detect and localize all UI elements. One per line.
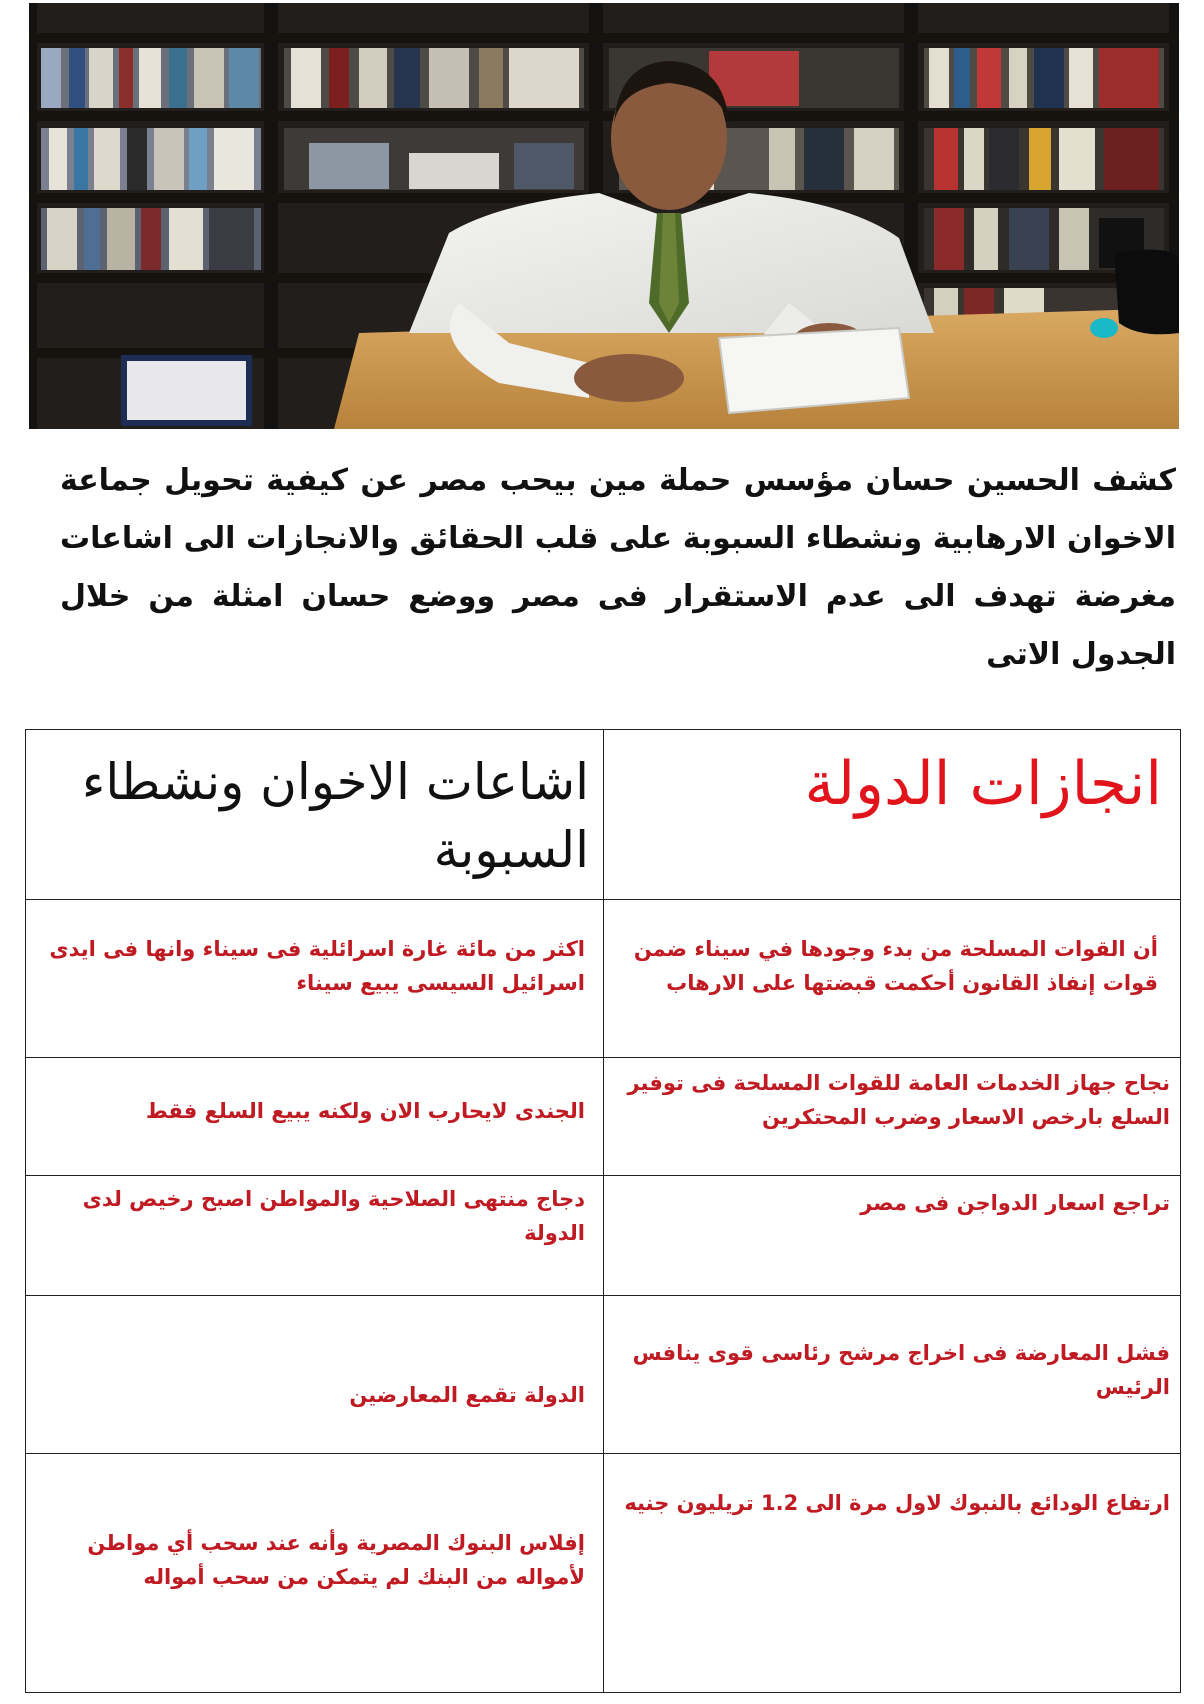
rumor-cell: اكثر من مائة غارة اسرائلية فى سيناء وانها فى ايدى اسرائيل السيسى يبيع سيناء xyxy=(26,900,604,1058)
rumor-cell: إفلاس البنوك المصرية وأنه عند سحب أي مواطن لأمواله من البنك لم يتمكن من سحب أمواله xyxy=(26,1454,604,1693)
achievement-cell: ارتفاع الودائع بالنبوك لاول مرة الى 1.2 تريليون جنيه xyxy=(604,1454,1181,1693)
rumor-cell: دجاج منتهى الصلاحية والمواطن اصبح رخيص لدى الدولة xyxy=(26,1176,604,1296)
table-row xyxy=(26,1296,1181,1454)
achievement-cell: أن القوات المسلحة من بدء وجودها في سيناء ضمن قوات إنفاذ القانون أحكمت قبضتها على الارهاب xyxy=(604,900,1181,1058)
table-row xyxy=(26,900,1181,1058)
achievement-cell: نجاح جهاز الخدمات العامة للقوات المسلحة فى توفير السلع بارخص الاسعار وضرب المحتكرين xyxy=(604,1058,1181,1176)
rumors-header: اشاعات الاخوان ونشطاء السبوبة xyxy=(26,730,604,900)
intro-paragraph: كشف الحسين حسان مؤسس حملة مين بيحب مصر عن كيفية تحويل جماعة الاخوان الارهابية ونشطاء السبوبة على قلب الحقائق والانجازات الى اشاعات مغرضة تهدف الى عدم الاستقرار فى مصر ووضع حسان امثلة من خلال الجدول الاتى xyxy=(60,463,1176,672)
table-row xyxy=(26,1058,1181,1176)
comparison-table xyxy=(25,729,1181,1693)
rumor-cell: الدولة تقمع المعارضين xyxy=(26,1296,604,1454)
table-header-row xyxy=(26,730,1181,900)
table-row xyxy=(26,1454,1181,1693)
photo-illustration xyxy=(29,3,1179,429)
achievements-header: انجازات الدولة xyxy=(604,730,1181,900)
achievement-cell: تراجع اسعار الدواجن فى مصر xyxy=(604,1176,1181,1296)
table-row xyxy=(26,1176,1181,1296)
achievement-cell: فشل المعارضة فى اخراج مرشح رئاسى قوى ينافس الرئيس xyxy=(604,1296,1181,1454)
person-at-desk-photo xyxy=(29,3,1179,429)
rumor-cell: الجندى لايحارب الان ولكنه يبيع السلع فقط xyxy=(26,1058,604,1176)
